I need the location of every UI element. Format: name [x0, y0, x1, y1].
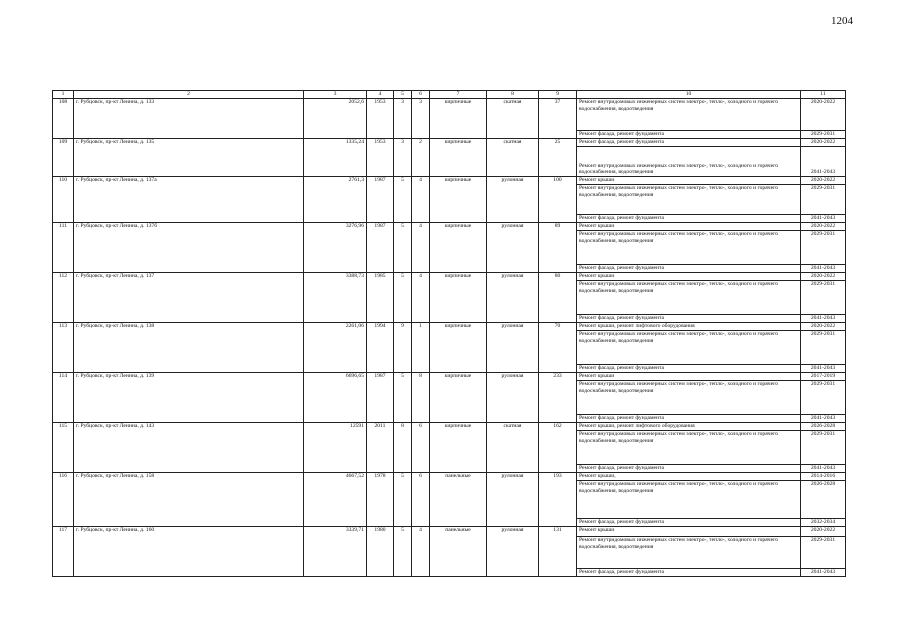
work-type-cell: Ремонт внутридомовых инженерных систем электро-, тепло-, холодного и горячего водоснабжения, водоотведения	[577, 431, 801, 465]
roof-type-cell: скатная	[487, 99, 539, 139]
work-period-cell: 2041-2043	[801, 365, 846, 373]
roof-type-cell: рулонная	[487, 177, 539, 223]
work-period-cell: 2041-2043	[801, 147, 846, 177]
address-cell: г. Рубцовск, пр-кт Ленина, д. 137б	[74, 223, 304, 273]
table-row	[53, 323, 846, 331]
roof-type-cell: рулонная	[487, 273, 539, 323]
roof-type-cell: скатная	[487, 423, 539, 473]
entrances-cell: 4	[412, 273, 430, 323]
floors-cell: 5	[394, 527, 412, 577]
row-number: 110	[53, 177, 74, 223]
work-period-cell: 2029-2031	[801, 185, 846, 215]
column-header: 6	[412, 91, 430, 99]
work-type-cell: Ремонт внутридомовых инженерных систем электро-, тепло-, холодного и горячего водоснабжения, водоотведения	[577, 381, 801, 415]
row-number: 116	[53, 473, 74, 527]
work-type-cell: Ремонт фасада, ремонт фундамента	[577, 569, 801, 577]
year-cell: 1994	[367, 323, 394, 373]
area-cell: 3339,71	[304, 527, 367, 577]
walls-material-cell: кирпичные	[430, 177, 487, 223]
roof-type-cell: рулонная	[487, 527, 539, 577]
work-period-cell: 2020-2022	[801, 139, 846, 147]
work-period-cell: 2026-2028	[801, 423, 846, 431]
area-cell: 3276,96	[304, 223, 367, 273]
work-period-cell: 2029-2031	[801, 431, 846, 465]
column-header: 10	[577, 91, 801, 99]
work-type-cell: Ремонт внутридомовых инженерных систем электро-, тепло-, холодного и горячего водоснабжения, водоотведения	[577, 281, 801, 315]
entrances-cell: 1	[412, 323, 430, 373]
address-cell: г. Рубцовск, пр-кт Ленина, д. 143	[74, 423, 304, 473]
column-header: 9	[539, 91, 577, 99]
table-row	[53, 177, 846, 185]
table-row	[53, 373, 846, 381]
column-header: 7	[430, 91, 487, 99]
work-type-cell: Ремонт фасада, ремонт фундамента	[577, 519, 801, 527]
roof-type-cell: скатная	[487, 139, 539, 177]
column-header: 3	[304, 91, 367, 99]
work-period-cell: 2041-2043	[801, 265, 846, 273]
walls-material-cell: панельные	[430, 473, 487, 527]
walls-material-cell: кирпичные	[430, 223, 487, 273]
wear-cell: 80	[539, 273, 577, 323]
work-period-cell: 2029-2031	[801, 131, 846, 139]
work-type-cell: Ремонт внутридомовых инженерных систем электро-, тепло-, холодного и горячего водоснабжения, водоотведения	[577, 185, 801, 215]
table-row	[53, 527, 846, 537]
address-cell: г. Рубцовск, пр-кт Ленина, д. 137а	[74, 177, 304, 223]
row-number: 109	[53, 139, 74, 177]
floors-cell: 9	[394, 323, 412, 373]
work-period-cell: 2017-2019	[801, 373, 846, 381]
address-cell: г. Рубцовск, пр-кт Ленина, д. 137	[74, 273, 304, 323]
area-cell: 2261,06	[304, 323, 367, 373]
year-cell: 1953	[367, 99, 394, 139]
year-cell: 1978	[367, 473, 394, 527]
work-type-cell: Ремонт фасада, ремонт фундамента	[577, 215, 801, 223]
work-period-cell: 2041-2043	[801, 465, 846, 473]
entrances-cell: 4	[412, 177, 430, 223]
address-cell: г. Рубцовск, пр-кт Ленина, д. 135	[74, 139, 304, 177]
work-type-cell: Ремонт фасада, ремонт фундамента	[577, 365, 801, 373]
table-row	[53, 99, 846, 131]
entrances-cell: 2	[412, 139, 430, 177]
column-header: 5	[394, 91, 412, 99]
work-period-cell: 2020-2022	[801, 323, 846, 331]
page-number: 1204	[831, 15, 853, 27]
wear-cell: 37	[539, 99, 577, 139]
work-period-cell: 2041-2043	[801, 569, 846, 577]
column-header: 1	[53, 91, 74, 99]
row-number: 111	[53, 223, 74, 273]
table-row	[53, 473, 846, 481]
wear-cell: 193	[539, 473, 577, 527]
area-cell: 1335,24	[304, 139, 367, 177]
work-type-cell: Ремонт фасада, ремонт фундамента	[577, 465, 801, 473]
work-period-cell: 2029-2031	[801, 331, 846, 365]
walls-material-cell: кирпичные	[430, 139, 487, 177]
floors-cell: 8	[394, 423, 412, 473]
floors-cell: 3	[394, 99, 412, 139]
wear-cell: 70	[539, 323, 577, 373]
floors-cell: 5	[394, 223, 412, 273]
row-number: 112	[53, 273, 74, 323]
column-header: 4	[367, 91, 394, 99]
area-cell: 12591	[304, 423, 367, 473]
work-type-cell: Ремонт крыши	[577, 223, 801, 231]
table-body	[53, 99, 846, 577]
roof-type-cell: рулонная	[487, 223, 539, 273]
roof-type-cell: рулонная	[487, 373, 539, 423]
row-number: 117	[53, 527, 74, 577]
address-cell: г. Рубцовск, пр-кт Ленина, д. 160	[74, 527, 304, 577]
walls-material-cell: панельные	[430, 527, 487, 577]
year-cell: 1987	[367, 223, 394, 273]
work-type-cell: Ремонт фасада, ремонт фундамента	[577, 415, 801, 423]
work-period-cell: 2029-2031	[801, 231, 846, 265]
table-row	[53, 223, 846, 231]
entrances-cell: 8	[412, 373, 430, 423]
table-row	[53, 273, 846, 281]
work-period-cell: 2020-2022	[801, 223, 846, 231]
wear-cell: 100	[539, 177, 577, 223]
work-type-cell: Ремонт крыши	[577, 177, 801, 185]
year-cell: 1985	[367, 273, 394, 323]
area-cell: 6696,65	[304, 373, 367, 423]
column-number-row	[53, 91, 846, 99]
year-cell: 1953	[367, 139, 394, 177]
column-header: 8	[487, 91, 539, 99]
walls-material-cell: кирпичные	[430, 323, 487, 373]
work-type-cell: Ремонт фасада, ремонт фундамента	[577, 139, 801, 147]
wear-cell: 25	[539, 139, 577, 177]
work-period-cell: 2029-2031	[801, 281, 846, 315]
walls-material-cell: кирпичные	[430, 373, 487, 423]
work-period-cell: 2014-2016	[801, 473, 846, 481]
work-period-cell: 2020-2022	[801, 527, 846, 537]
entrances-cell: 4	[412, 527, 430, 577]
wear-cell: 131	[539, 527, 577, 577]
work-period-cell: 2029-2031	[801, 381, 846, 415]
roof-type-cell: рулонная	[487, 323, 539, 373]
row-number: 115	[53, 423, 74, 473]
floors-cell: 5	[394, 273, 412, 323]
year-cell: 1987	[367, 177, 394, 223]
work-period-cell: 2032-2034	[801, 519, 846, 527]
work-period-cell: 2029-2031	[801, 537, 846, 569]
repair-register-table	[52, 90, 846, 577]
roof-type-cell: рулонная	[487, 473, 539, 527]
column-header: 2	[74, 91, 304, 99]
work-type-cell: Ремонт крыши, ремонт лифтового оборудования	[577, 323, 801, 331]
floors-cell: 5	[394, 473, 412, 527]
year-cell: 1980	[367, 527, 394, 577]
work-type-cell: Ремонт внутридомовых инженерных систем электро-, тепло-, холодного и горячего водоснабжения, водоотведения	[577, 231, 801, 265]
area-cell: 2761,3	[304, 177, 367, 223]
table-row	[53, 139, 846, 147]
address-cell: г. Рубцовск, пр-кт Ленина, д. 133	[74, 99, 304, 139]
walls-material-cell: кирпичные	[430, 273, 487, 323]
walls-material-cell: кирпичные	[430, 423, 487, 473]
row-number: 114	[53, 373, 74, 423]
work-type-cell: Ремонт внутридомовых инженерных систем электро-, тепло-, холодного и горячего водоснабжения, водоотведения	[577, 331, 801, 365]
row-number: 108	[53, 99, 74, 139]
entrances-cell: 6	[412, 473, 430, 527]
work-type-cell: Ремонт крыши	[577, 373, 801, 381]
work-type-cell: Ремонт крыши, ремонт лифтового оборудования	[577, 423, 801, 431]
wear-cell: 162	[539, 423, 577, 473]
wear-cell: 233	[539, 373, 577, 423]
address-cell: г. Рубцовск, пр-кт Ленина, д. 139	[74, 373, 304, 423]
area-cell: 3388,73	[304, 273, 367, 323]
work-period-cell: 2020-2022	[801, 99, 846, 131]
walls-material-cell: кирпичные	[430, 99, 487, 139]
floors-cell: 3	[394, 139, 412, 177]
work-type-cell: Ремонт внутридомовых инженерных систем электро-, тепло-, холодного и горячего водоснабжения, водоотведения	[577, 481, 801, 519]
entrances-cell: 6	[412, 423, 430, 473]
work-type-cell: Ремонт фасада, ремонт фундамента	[577, 265, 801, 273]
entrances-cell: 4	[412, 223, 430, 273]
work-type-cell: Ремонт крыши	[577, 273, 801, 281]
work-type-cell: Ремонт внутридомовых инженерных систем электро-, тепло-, холодного и горячего водоснабжения, водоотведения	[577, 147, 801, 177]
work-type-cell: Ремонт внутридомовых инженерных систем электро-, тепло-, холодного и горячего водоснабжения, водоотведения	[577, 99, 801, 131]
entrances-cell: 3	[412, 99, 430, 139]
year-cell: 2011	[367, 423, 394, 473]
area-cell: 4667,52	[304, 473, 367, 527]
work-period-cell: 2041-2043	[801, 415, 846, 423]
column-header: 11	[801, 91, 846, 99]
row-number: 113	[53, 323, 74, 373]
address-cell: г. Рубцовск, пр-кт Ленина, д. 158	[74, 473, 304, 527]
work-period-cell: 2026-2028	[801, 481, 846, 519]
floors-cell: 5	[394, 373, 412, 423]
work-type-cell: Ремонт крыши,	[577, 473, 801, 481]
floors-cell: 5	[394, 177, 412, 223]
area-cell: 2052,6	[304, 99, 367, 139]
table-row	[53, 423, 846, 431]
work-type-cell: Ремонт внутридомовых инженерных систем электро-, тепло-, холодного и горячего водоснабжения, водоотведения	[577, 537, 801, 569]
work-period-cell: 2020-2022	[801, 177, 846, 185]
work-type-cell: Ремонт крыши	[577, 527, 801, 537]
wear-cell: 89	[539, 223, 577, 273]
work-type-cell: Ремонт фасада, ремонт фундамента	[577, 315, 801, 323]
work-type-cell: Ремонт фасада, ремонт фундамента	[577, 131, 801, 139]
year-cell: 1987	[367, 373, 394, 423]
work-period-cell: 2041-2043	[801, 315, 846, 323]
work-period-cell: 2041-2043	[801, 215, 846, 223]
work-period-cell: 2020-2022	[801, 273, 846, 281]
address-cell: г. Рубцовск, пр-кт Ленина, д. 138	[74, 323, 304, 373]
